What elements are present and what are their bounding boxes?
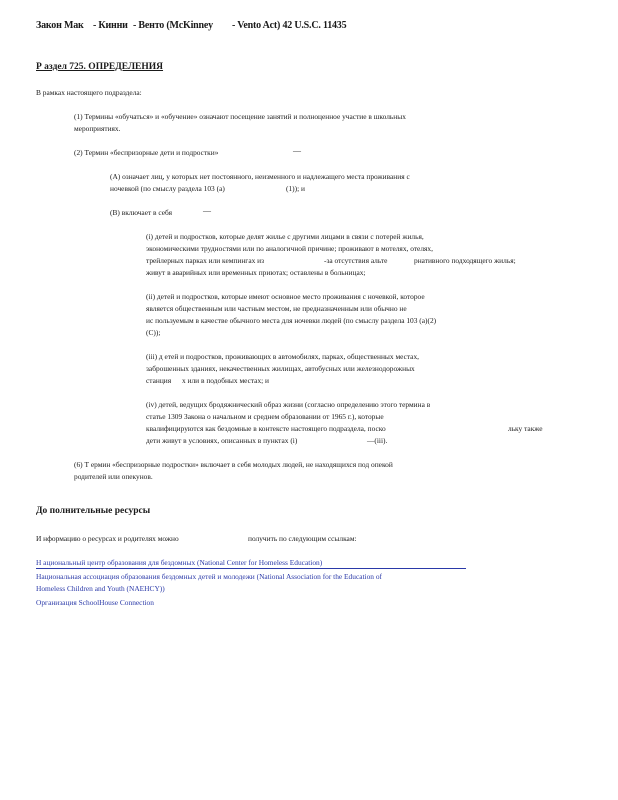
- link-nche[interactable]: Н ациональный центр образования для бездомных (National Center for Homeless Education): [36, 558, 323, 567]
- item-6-line1: (6) Т ермин «беспризорные подростки» включает в себя молодых людей, не находящихся под опекой: [74, 460, 393, 469]
- link-naehcy-line1[interactable]: Национальная ассоциация образования бездомных детей и молодежи (National Association for the Education of: [36, 572, 383, 581]
- resources-intro-part2: получить по следующим ссылкам:: [248, 534, 357, 543]
- section-heading: Р аздел 725. ОПРЕДЕЛЕНИЯ: [36, 62, 164, 72]
- law-title-part2: - Кинни: [93, 20, 128, 31]
- item-6-line2: родителей или опекунов.: [74, 472, 153, 481]
- sub-i-line3-part1: трейлерных парках или кемпингах из: [146, 256, 265, 265]
- sub-iii-line1: (iii) д етей и подростков, проживающих в автомобилях, парках, общественных местах,: [146, 352, 420, 361]
- sub-ii-line4: (C));: [146, 328, 161, 337]
- sub-iv-line3-part2: льку также: [508, 424, 543, 433]
- sub-iii-line2: заброшенных зданиях, некачественных жилищах, автобусных или железнодорожных: [146, 364, 415, 373]
- sub-iv-line4-part2: —(iii).: [367, 436, 388, 445]
- link-schoolhouse-connection[interactable]: Организация SchoolHouse Connection: [36, 598, 154, 607]
- item-2-label: (2) Термин «беспризорные дети и подростки»: [74, 148, 219, 157]
- sub-ii-line2: является общественным или частным местом, не предназначенным или обычно не: [146, 304, 407, 313]
- sub-i-line4: живут в аварийных или временных приютах; оставлены в больницах;: [146, 268, 366, 277]
- item-1-line1: (1) Термины «обучаться» и «обучение» означают посещение занятий и полноценное участие в школьных: [74, 112, 406, 121]
- law-title-part4: - Vento Act) 42 U.S.C. 11435: [232, 20, 347, 31]
- sub-iv-line3-part1: квалифицируются как бездомные в контексте настоящего подраздела, поско: [146, 424, 386, 433]
- sub-i-line3-part2: -за отсутствия альте: [324, 256, 388, 265]
- sub-ii-line1: (ii) детей и подростков, которые имеют основное место проживания с ночевкой, которое: [146, 292, 425, 301]
- sub-iv-line4-part1: дети живут в условиях, описанных в пунктах (i): [146, 436, 298, 445]
- item-1-line2: мероприятиях.: [74, 124, 121, 133]
- item-2-dash: —: [293, 146, 301, 155]
- sub-iii-line3-part2: х или в подобных местах; и: [182, 376, 270, 385]
- law-title-part1: Закон Мак: [36, 20, 84, 31]
- resources-heading: До полнительные ресурсы: [36, 506, 151, 516]
- item-b-label: (B) включает в себя: [110, 208, 173, 217]
- sub-iv-line1: (iv) детей, ведущих бродяжнический образ жизни (согласно определению этого термина в: [146, 400, 431, 409]
- sub-iv-line2: статье 1309 Закона о начальном и среднем образовании от 1965 г.), которые: [146, 412, 384, 421]
- sub-i-line3-part3: рнативного подходящего жилья;: [414, 256, 516, 265]
- resources-intro-part1: И нформацию о ресурсах и родителях можно: [36, 534, 179, 543]
- link-nche-underline: [36, 568, 466, 569]
- sub-i-line2: экономическими трудностями или по аналогичной причине; проживают в мотелях, отелях,: [146, 244, 433, 253]
- link-naehcy-line2[interactable]: Homeless Children and Youth (NAEHCY)): [36, 584, 165, 593]
- item-a-line2-part1: ночевкой (по смыслу раздела 103 (a): [110, 184, 225, 193]
- law-title-part3: - Венто (McKinney: [133, 20, 213, 31]
- sub-iii-line3-part1: станция: [146, 376, 172, 385]
- item-b-dash: —: [203, 206, 211, 215]
- item-a-line2-part2: (1)); и: [286, 184, 305, 193]
- sub-ii-line3: ис пользуемым в качестве обычного места для ночевки людей (по смыслу раздела 103 (a)(2): [146, 316, 437, 325]
- section-intro: В рамках настоящего подраздела:: [36, 88, 142, 97]
- item-a-line1: (A) означает лиц, у которых нет постоянного, неизменного и надлежащего места проживания с: [110, 172, 410, 181]
- sub-i-line1: (i) детей и подростков, которые делят жилье с другими лицами в связи с потерей жилья,: [146, 232, 424, 241]
